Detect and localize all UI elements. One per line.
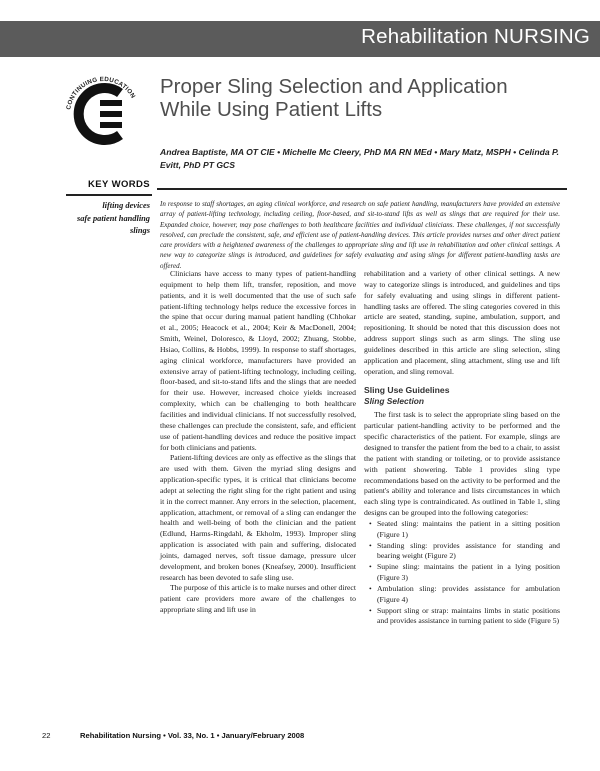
journal-header: Rehabilitation NURSING — [361, 25, 590, 48]
continuing-education-logo — [62, 73, 144, 155]
sling-category-list — [364, 519, 560, 627]
article-title: Proper Sling Selection and Application While Using Patient Lifts — [160, 75, 508, 121]
keywords-rule — [66, 194, 152, 196]
section-heading: Sling Use Guidelines — [364, 385, 450, 396]
body-column-right — [364, 269, 560, 627]
body-paragraph: The first task is to select the appropriate sling based on the particular patient-handling activity to be performed and the specific characteristics of the patient. For example, slings are designed to transfer the patient from the bed to a chair, to assist the patient with standing or toileting, or to provide assistance with patient showering. Table 1 provides sling type recommendations based on the activity to be performed and the patient's ability and tolerance and lists circumstances in which each sling type is contraindicated. As outlined in Table 1, sling designs can be grouped into the following categories: — [364, 410, 560, 518]
list-item: • Seated sling: maintains the patient in a sitting position (Figure 1) — [364, 519, 560, 541]
keyword: lifting devices — [102, 201, 150, 210]
footer-journal: Rehabilitation Nursing — [80, 731, 162, 740]
logo-e-bar-top — [100, 100, 122, 106]
list-item: • Standing sling: provides assistance for standing and bearing weight (Figure 2) — [364, 541, 560, 563]
logo-e-bar-middle — [100, 111, 122, 117]
body-paragraph: rehabilitation and a variety of other clinical settings. A new way to categorize slings is introduced, and guidelines and tips for safely evaluating and using slings in different patient-handling tasks are offered. The sling categories covered in this article are seated, standing, supine, ambulation, support, and repositioning. It should be noted that this discussion does not address support slings such as arm slings. The sling use guidelines described in this article are sling selection, sling application and placement, sling attachment, sling use and lift operation, and sling removal. — [364, 269, 560, 376]
body-column-left — [160, 269, 356, 616]
body-paragraph: The purpose of this article is to make nurses and other direct patient care providers more aware of the challenges to appropriate sling and lift use in — [160, 583, 356, 615]
list-item: • Support sling or strap: maintains limbs in static positions and provides assistance in turning patient to side (Figure 5) — [364, 606, 560, 628]
body-paragraph: Clinicians have access to many types of patient-handling equipment to help them lift, transfer, reposition, and move patients, and it is well documented that the use of such safe patient-lifting technology helps reduce the excessive forces in the spine that occur during manual patient handling (Chhokar et al., 2005; Heacock et al., 2004; Keir & MacDonell, 2004; Smith, Weinel, Doloresco, & Lloyd, 2002; Zhuang, Stobbe, Hsiao, Collins, & Hobbs, 1999). In response to staff shortages, aging clinical workforce, manufacturers have provided an extensive array of patient-lifting technology, including ceiling, floor-based, and sit-to-stand lifts and the slings that are needed for their use. However, increased choice yields increased complexity, which can be challenging to both healthcare facilities and individual clinicians. If not successfully resolved, these challenges can preclude the consistent, safe, and efficient use of patient-handling devices and reduce the positive impact for both clinicians and patients. — [160, 269, 356, 452]
logo-e-bar-bottom — [100, 122, 122, 128]
list-item: • Supine sling: maintains the patient in a lying position (Figure 3) — [364, 562, 560, 584]
list-item: • Ambulation sling: provides assistance for ambulation (Figure 4) — [364, 584, 560, 606]
keywords-list — [55, 200, 150, 238]
page-number: 22 — [42, 731, 51, 740]
abstract-rule — [157, 188, 567, 190]
abstract: In response to staff shortages, an aging clinical workforce, and research on safe patient handling, manufacturers have provided an extensive array of patient-lifting technology, including ceiling, floor-based, and sit-to-stand lifts as well as slings that are required for their use. Expanded choice, however, may pose challenges to both healthcare facilities and individual clinicians. These challenges, if not successfully resolved, can preclude the consistent, safe, and efficient use of patient-handling devices. This article provides nurses and other direct patient care providers with a heightened awareness of the challenges to appropriate sling and lift use in rehabilitation and other clinical settings. A new way to categorize slings is introduced, and guidelines for safely evaluating and using slings for different patient-handling tasks are offered. — [160, 200, 560, 270]
footer-citation: • Vol. 33, No. 1 • January/February 2008 — [161, 731, 305, 740]
body-paragraph: Patient-lifting devices are only as effective as the slings that are used with them. Given the myriad sling designs and application-specific types, it is critical that clinicians become adept at selecting the right sling for the right patient and using it in the correct manner. Any errors in the selection, placement, application, attachment, or removal of a sling can endanger the health and well-being of both the clinician and the patient (Edlund, Harms-Ringdahl, & Ekholm, 1993). Improper sling application is associated with pain and suffering, dislocated joints, damaged nerves, soft tissue damage, pressure ulcer development, and broken bones (Kneafsey, 2000). Insufficient research has been devoted to safe sling use. — [160, 453, 356, 582]
keywords-title: KEY WORDS — [87, 179, 150, 190]
logo-ring-text: CONTINUING EDUCATION — [65, 75, 137, 111]
header-bar — [0, 21, 600, 57]
keyword: slings — [129, 226, 150, 235]
keyword: safe patient handling — [76, 213, 150, 223]
page-footer — [42, 731, 304, 740]
article-authors: Andrea Baptiste, MA OT CIE • Michelle Mc Cleery, PhD MA RN MEd • Mary Matz, MSPH • Celinda P. Evitt, PhD PT GCS — [160, 147, 559, 170]
section-subheading: Sling Selection — [364, 396, 425, 407]
